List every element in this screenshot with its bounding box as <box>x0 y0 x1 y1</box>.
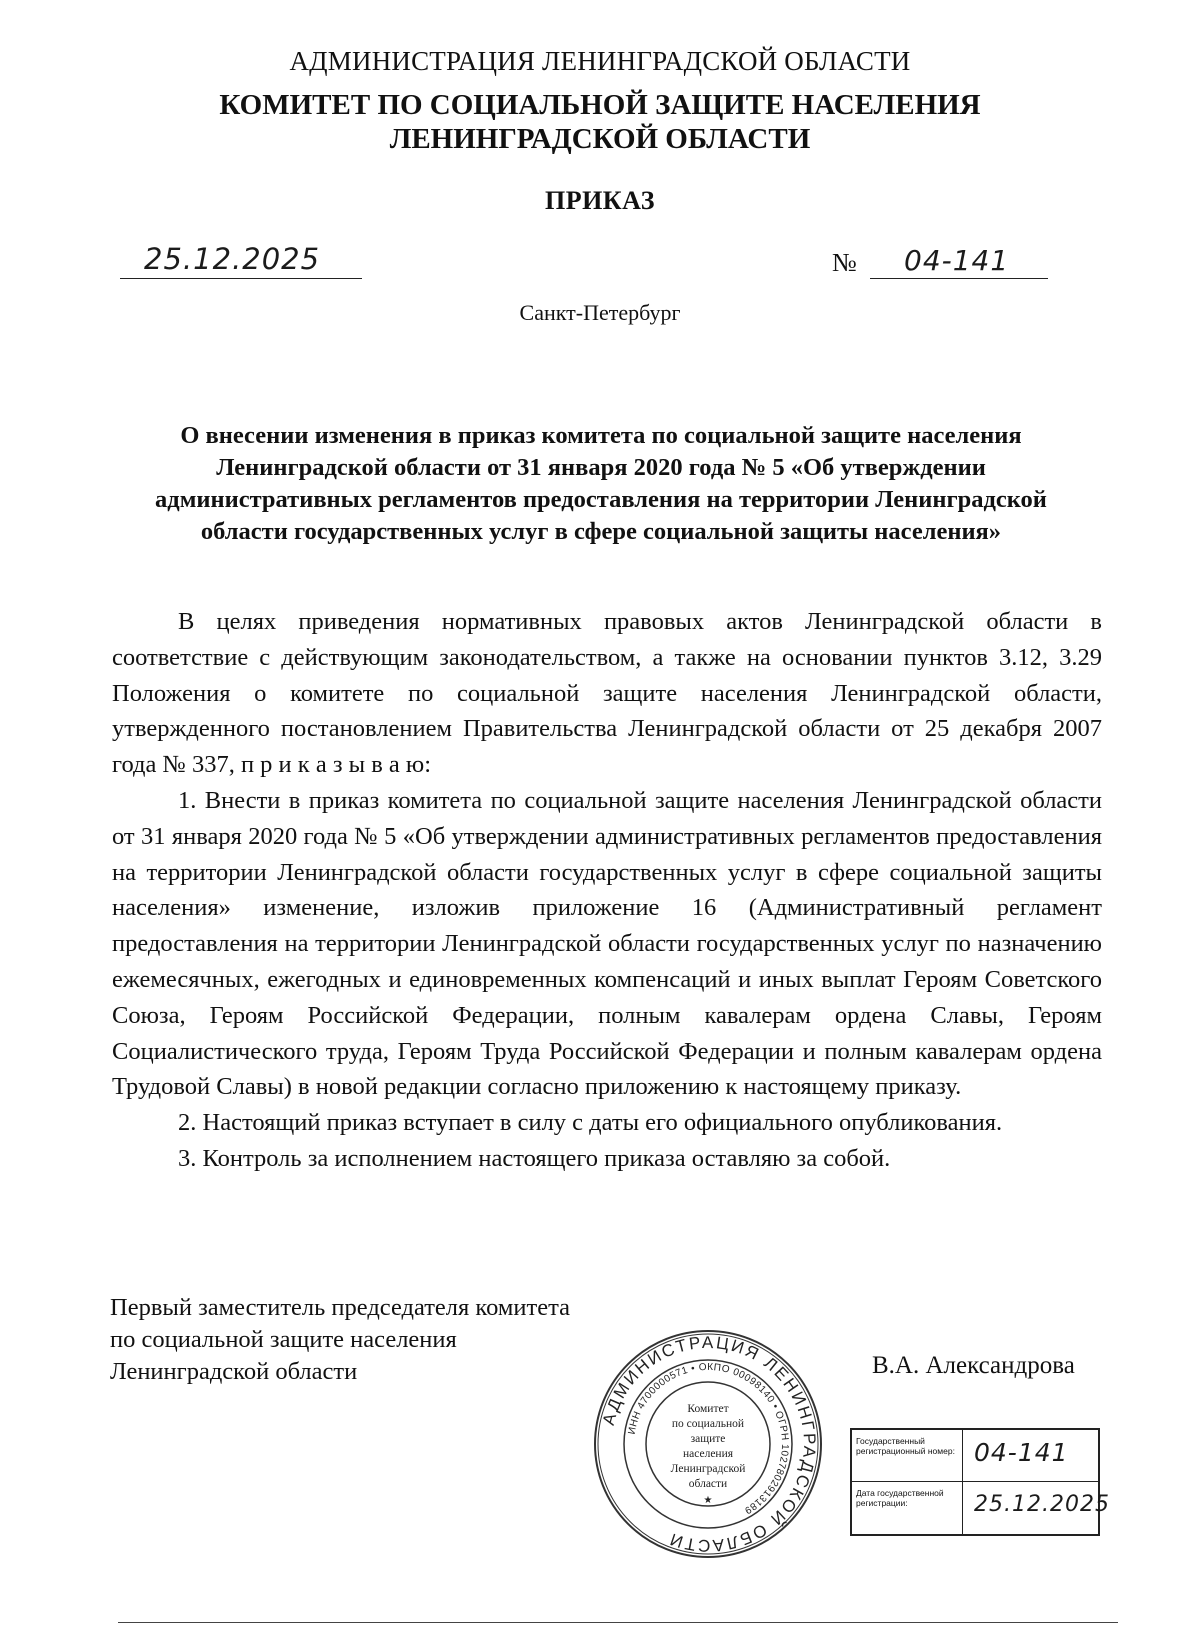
seal-center-line: защите <box>690 1433 726 1445</box>
registration-number-label: Государственный регистрационный номер: <box>856 1436 955 1456</box>
committee-line-1: КОМИТЕТ ПО СОЦИАЛЬНОЙ ЗАЩИТЕ НАСЕЛЕНИЯ <box>219 89 981 121</box>
seal-center-line: по социальной <box>671 1418 745 1430</box>
seal-center-text <box>671 1403 746 1490</box>
registration-date-value: 25.12.2025 <box>974 1492 1110 1517</box>
page-bottom-edge <box>118 1622 1118 1623</box>
committee-header <box>0 88 1200 156</box>
signer-name: В.А. Александрова <box>872 1352 1075 1379</box>
registration-divider <box>962 1430 963 1534</box>
seal-ids-text: ИНН 4700000571 • ОКПО 00098140 • ОГРН 1027802913189 <box>626 1361 791 1516</box>
registration-number-value: 04-141 <box>974 1438 1069 1467</box>
registration-date-row <box>852 1482 1110 1533</box>
order-body <box>112 604 1102 1177</box>
signer-position-line-3: Ленинградской области <box>110 1358 358 1385</box>
registration-number-row <box>852 1430 1098 1482</box>
committee-line-2: ЛЕНИНГРАДСКОЙ ОБЛАСТИ <box>389 123 811 155</box>
official-seal <box>592 1328 824 1560</box>
order-title: О внесении изменения в приказ комитета по социальной защите населения Ленинградской области от 31 января 2020 года № 5 «Об утверждении административных регламентов предоставления на территории Ленинградской области государственных услуг в сфере социальной защиты населения» <box>155 422 1047 545</box>
seal-star-icon: ★ <box>703 1495 713 1506</box>
item-1-paragraph: 1. Внести в приказ комитета по социальной защите населения Ленинградской области от 31 января 2020 года № 5 «Об утверждении административных регламентов предоставления на территории Ленинградской области государственных услуг в сфере социальной защиты населения» изменение, изложив приложение 16 (Административный регламент предоставления на территории Ленинградской области государственных услуг по назначению ежемесячных, ежегодных и единовременных компенсаций и иных выплат Героям Советского Союза, Героям Российской Федерации, полным кавалерам ордена Славы, Героям Социалистического труда, Героям Труда Российской Федерации и полным кавалерам ордена Трудовой Славы) в новой редакции согласно приложению к настоящему приказу. <box>112 786 1102 1101</box>
seal-center-line: населения <box>682 1448 734 1460</box>
item-3-paragraph: 3. Контроль за исполнением настоящего приказа оставляю за собой. <box>178 1144 891 1172</box>
preamble-paragraph: В целях приведения нормативных правовых актов Ленинградской области в соответствие с действующим законодательством, а также на основании пунктов 3.12, 3.29 Положения о комитете по социальной защите населения Ленинградской области, утвержденного постановлением Правительства Ленинградской области от 25 декабря 2007 года № 337, п р и к а з ы в а ю: <box>112 608 1102 779</box>
city: Санкт-Петербург <box>519 300 681 325</box>
administration-header: АДМИНИСТРАЦИЯ ЛЕНИНГРАДСКОЙ ОБЛАСТИ <box>289 46 911 76</box>
registration-box <box>850 1428 1110 1536</box>
order-date: 25.12.2025 <box>144 242 321 276</box>
document-type: ПРИКАЗ <box>544 186 656 215</box>
signer-position <box>110 1292 570 1388</box>
item-2-paragraph: 2. Настоящий приказ вступает в силу с даты его официального опубликования. <box>178 1109 1003 1137</box>
signer-position-line-2: по социальной защите населения <box>110 1326 457 1353</box>
order-number: 04-141 <box>904 244 1010 277</box>
seal-center-line: Комитет <box>687 1403 729 1415</box>
seal-center-line: области <box>688 1478 728 1490</box>
signer-position-line-1: Первый заместитель председателя комитета <box>110 1294 570 1321</box>
seal-ring-text: АДМИНИСТРАЦИЯ ЛЕНИНГРАДСКОЙ ОБЛАСТИ <box>598 1332 820 1556</box>
registration-date-label: Дата государственной регистрации: <box>856 1488 944 1508</box>
number-sign: № <box>832 248 857 277</box>
order-number-line <box>870 242 1048 279</box>
order-date-field <box>120 238 362 279</box>
seal-center-line: Ленинградской <box>670 1463 746 1475</box>
